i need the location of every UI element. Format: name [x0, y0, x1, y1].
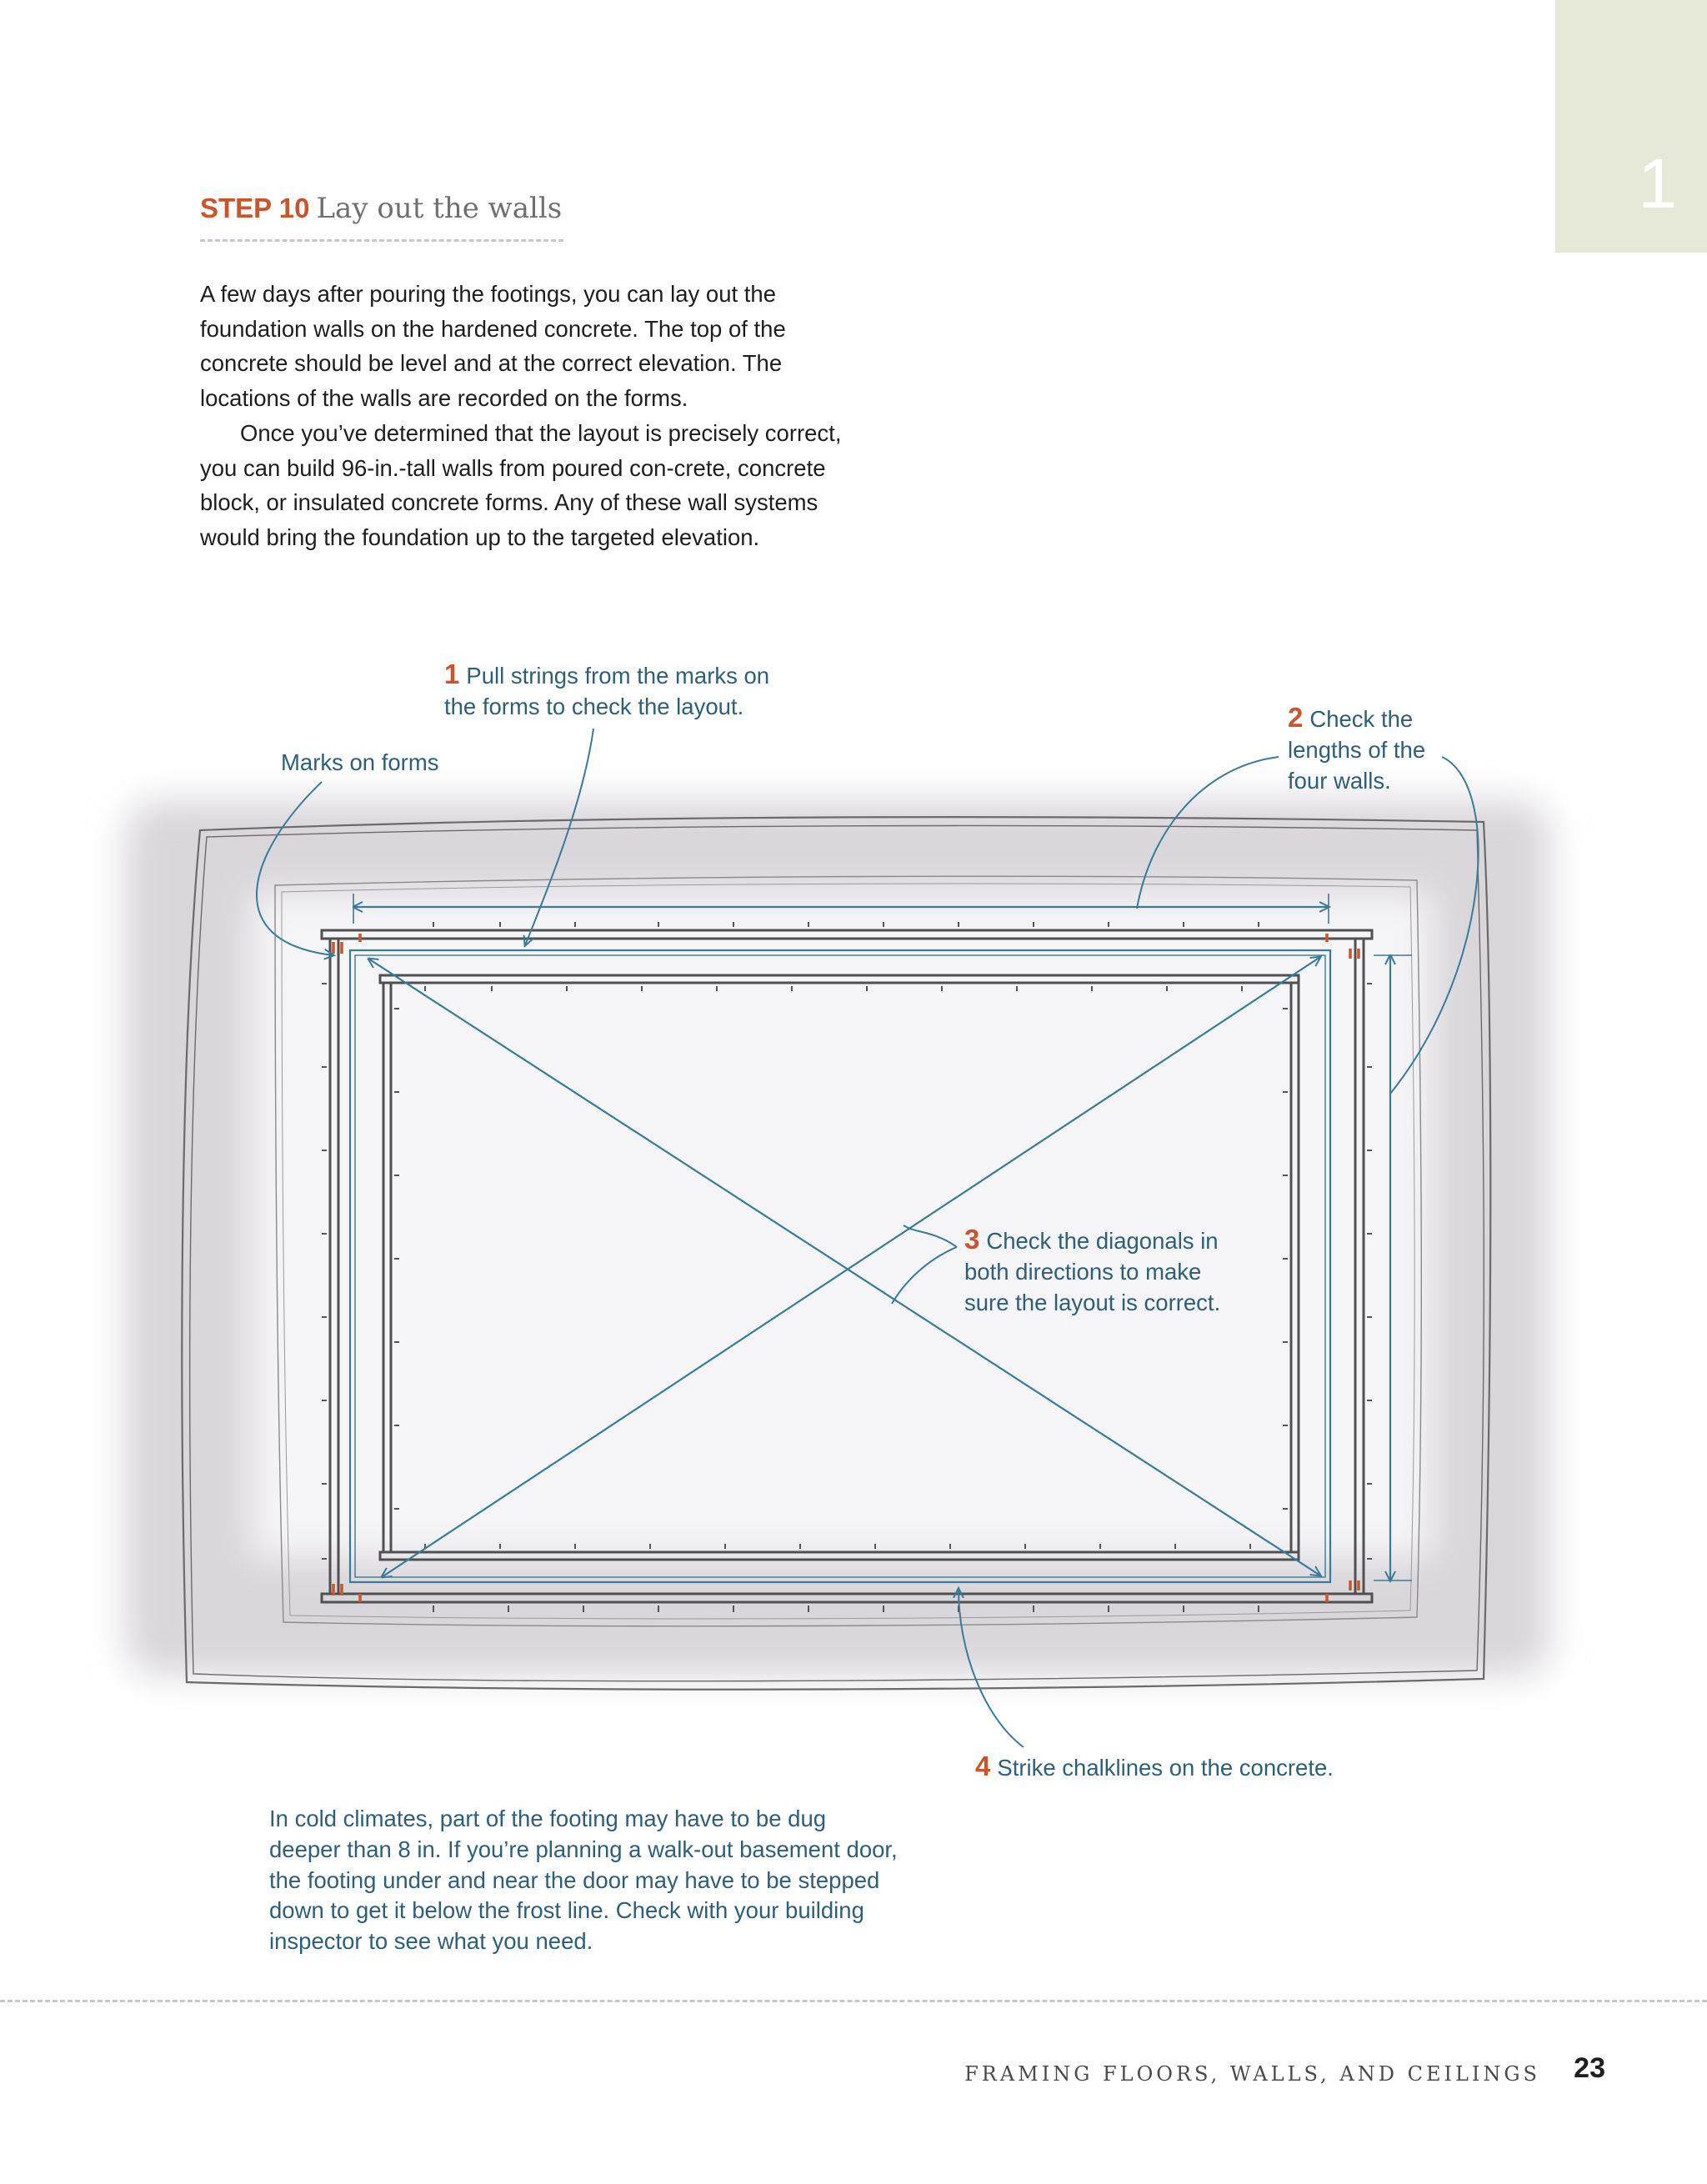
- callout-2: [1288, 702, 1454, 796]
- callout-marks-on-forms: [281, 747, 498, 778]
- chapter-number: 1: [1638, 144, 1677, 223]
- page-number: 23: [1574, 2052, 1605, 2084]
- footer-divider: [0, 2000, 1707, 2002]
- body-text: [200, 277, 842, 555]
- callout-marks-text: Marks on forms: [281, 749, 439, 775]
- callout-2-text: Check the lengths of the four walls.: [1288, 706, 1426, 794]
- callout-1-text: Pull strings from the marks on the forms to check the layout.: [444, 663, 770, 719]
- callout-3-number: 3: [964, 1224, 980, 1255]
- body-paragraph: Once you’ve determined that the layout is precisely correct, you can build 96-in.-tall walls from poured con-crete, concrete block, or insulated concrete forms. Any of these wall systems would bring the foundation up to the targeted elevation.: [200, 419, 842, 550]
- frost-line-note: In cold climates, part of the footing may have to be dug deeper than 8 in. If you’re planning a walk-out basement door, the footing under and near the door may have to be stepped down to get it below the frost line. Check with your building inspector to see what you need.: [269, 1806, 898, 1955]
- callout-3: [964, 1224, 1248, 1318]
- callout-4: [975, 1751, 1409, 1783]
- callout-4-text: Strike chalklines on the concrete.: [997, 1755, 1334, 1781]
- step-label: STEP 10: [200, 193, 310, 223]
- chapter-tab: [1555, 0, 1707, 253]
- step-title: Lay out the walls: [316, 192, 563, 225]
- callout-1-number: 1: [444, 659, 460, 689]
- running-head: FRAMING FLOORS, WALLS, AND CEILINGS: [964, 2062, 1540, 2086]
- body-paragraph: A few days after pouring the footings, you can lay out the foundation walls on the hardened concrete. The top of the concrete should be level and at the correct elevation. The locations of the walls are recorded on the forms.: [200, 281, 786, 412]
- callout-3-text: Check the diagonals in both directions to make sure the layout is correct.: [964, 1228, 1221, 1315]
- callout-1: [444, 659, 803, 722]
- step-heading: [200, 192, 563, 242]
- ground-center: [250, 892, 1434, 1559]
- layout-drawing: [0, 634, 1707, 1801]
- callout-2-number: 2: [1288, 702, 1304, 733]
- layout-illustration: [0, 634, 1707, 1801]
- callout-4-number: 4: [975, 1751, 991, 1781]
